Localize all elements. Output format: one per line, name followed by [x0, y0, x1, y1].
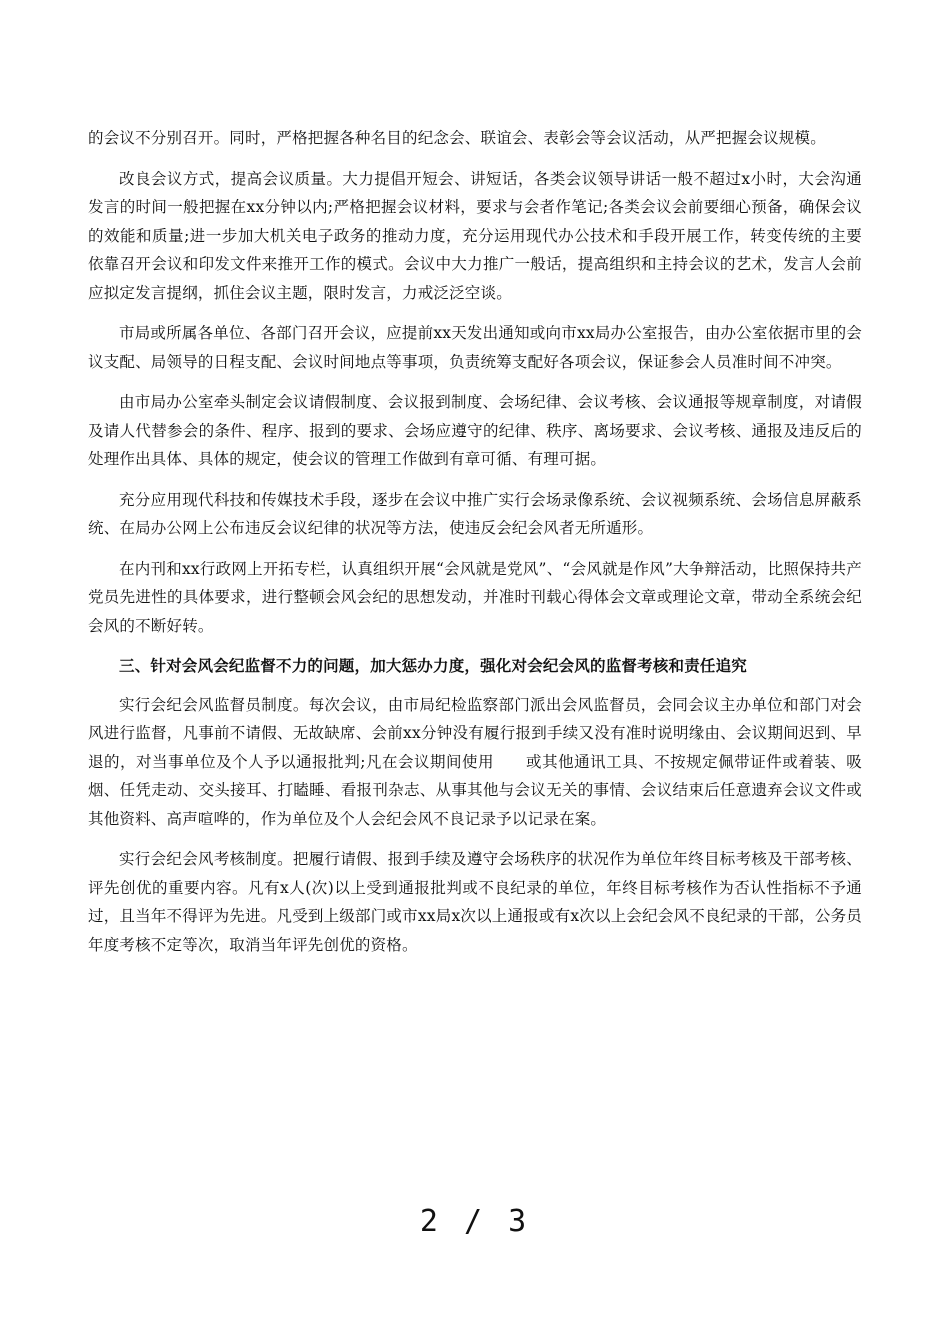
paragraph-meeting-rules: 由市局办公室牵头制定会议请假制度、会议报到制度、会场纪律、会议考核、会议通报等规章制度，对请假及请人代替参会的条件、程序、报到的要求、会场应遵守的纪律、秩序、离场要求、会议考核、通报及违反后的处理作出具体、具体的规定，使会议的管理工作做到有章可循、有理可据。 — [88, 393, 862, 468]
paragraph-meeting-method: 改良会议方式，提高会议质量。大力提倡开短会、讲短话，各类会议领导讲话一般不超过x小时，大会沟通发言的时间一般把握在xx分钟以内;严格把握会议材料，要求与会者作笔记;各类会议会前要细心预备，确保会议的效能和质量;进一步加大机关电子政务的推动力度，充分运用现代办公技术和手段开展工作，转变传统的主要依靠召开会议和印发文件来推开工作的模式。会议中大力推广一般话，提高组织和主持会议的艺术，发言人会前应拟定发言提纲，抓住会议主题，限时发言，力戒泛泛空谈。 — [88, 169, 862, 302]
page-number: 2 / 3 — [419, 1204, 531, 1239]
document-page — [88, 124, 862, 971]
section-heading: 三、针对会风会纪监督不力的问题，加大惩办力度，强化对会纪会风的监督考核和责任追究 — [119, 656, 748, 675]
paragraph-assessment: 实行会纪会风考核制度。把履行请假、报到手续及遵守会场秩序的状况作为单位年终目标考核及干部考核、评先创优的重要内容。凡有x人(次)以上受到通报批判或不良纪录的单位，年终目标考核作为否认性指标不予通过，且当年不得评为先进。凡受到上级部门或市xx局x次以上通报或有x次以上会纪会风不良纪录的干部，公务员年度考核不定等次，取消当年评先创优的资格。 — [88, 850, 862, 954]
paragraph-continued: 的会议不分别召开。同时，严格把握各种名目的纪念会、联谊会、表彰会等会议活动，从严把握会议规模。 — [88, 129, 826, 147]
paragraph-column: 在内刊和xx行政网上开拓专栏，认真组织开展“会风就是党风”、“会风就是作风”大争辩活动，比照保持共产党员先进性的具体要求，进行整顿会风会纪的思想发动，并准时刊载心得体会文章或理论文章，带动全系统会纪会风的不断好转。 — [88, 559, 862, 635]
paragraph-supervisor: 实行会纪会风监督员制度。每次会议，由市局纪检监察部门派出会风监督员，会同会议主办单位和部门对会风进行监督，凡事前不请假、无故缺席、会前xx分钟没有履行报到手续又没有准时说明缘由、会议期间迟到、早退的，对当事单位及个人予以通报批判;凡在会议期间使用 或其他通讯工具、不按规定佩带证件或着装、吸烟、任凭走动、交头接耳、打瞌睡、看报刊杂志、从事其他与会议无关的事情、会议结束后任意遗弃会议文件或其他资料、高声喧哗的，作为单位及个人会纪会风不良记录予以记录在案。 — [88, 695, 862, 828]
paragraph-technology: 充分应用现代科技和传媒技术手段，逐步在会议中推广实行会场录像系统、会议视频系统、会场信息屏蔽系统、在局办公网上公布违反会议纪律的状况等方法，使违反会纪会风者无所遁形。 — [88, 490, 862, 537]
paragraph-meeting-notice: 市局或所属各单位、各部门召开会议，应提前xx天发出通知或向市xx局办公室报告，由办公室依据市里的会议支配、局领导的日程支配、会议时间地点等事项，负责统筹支配好各项会议，保证参会人员准时间不冲突。 — [88, 324, 862, 371]
